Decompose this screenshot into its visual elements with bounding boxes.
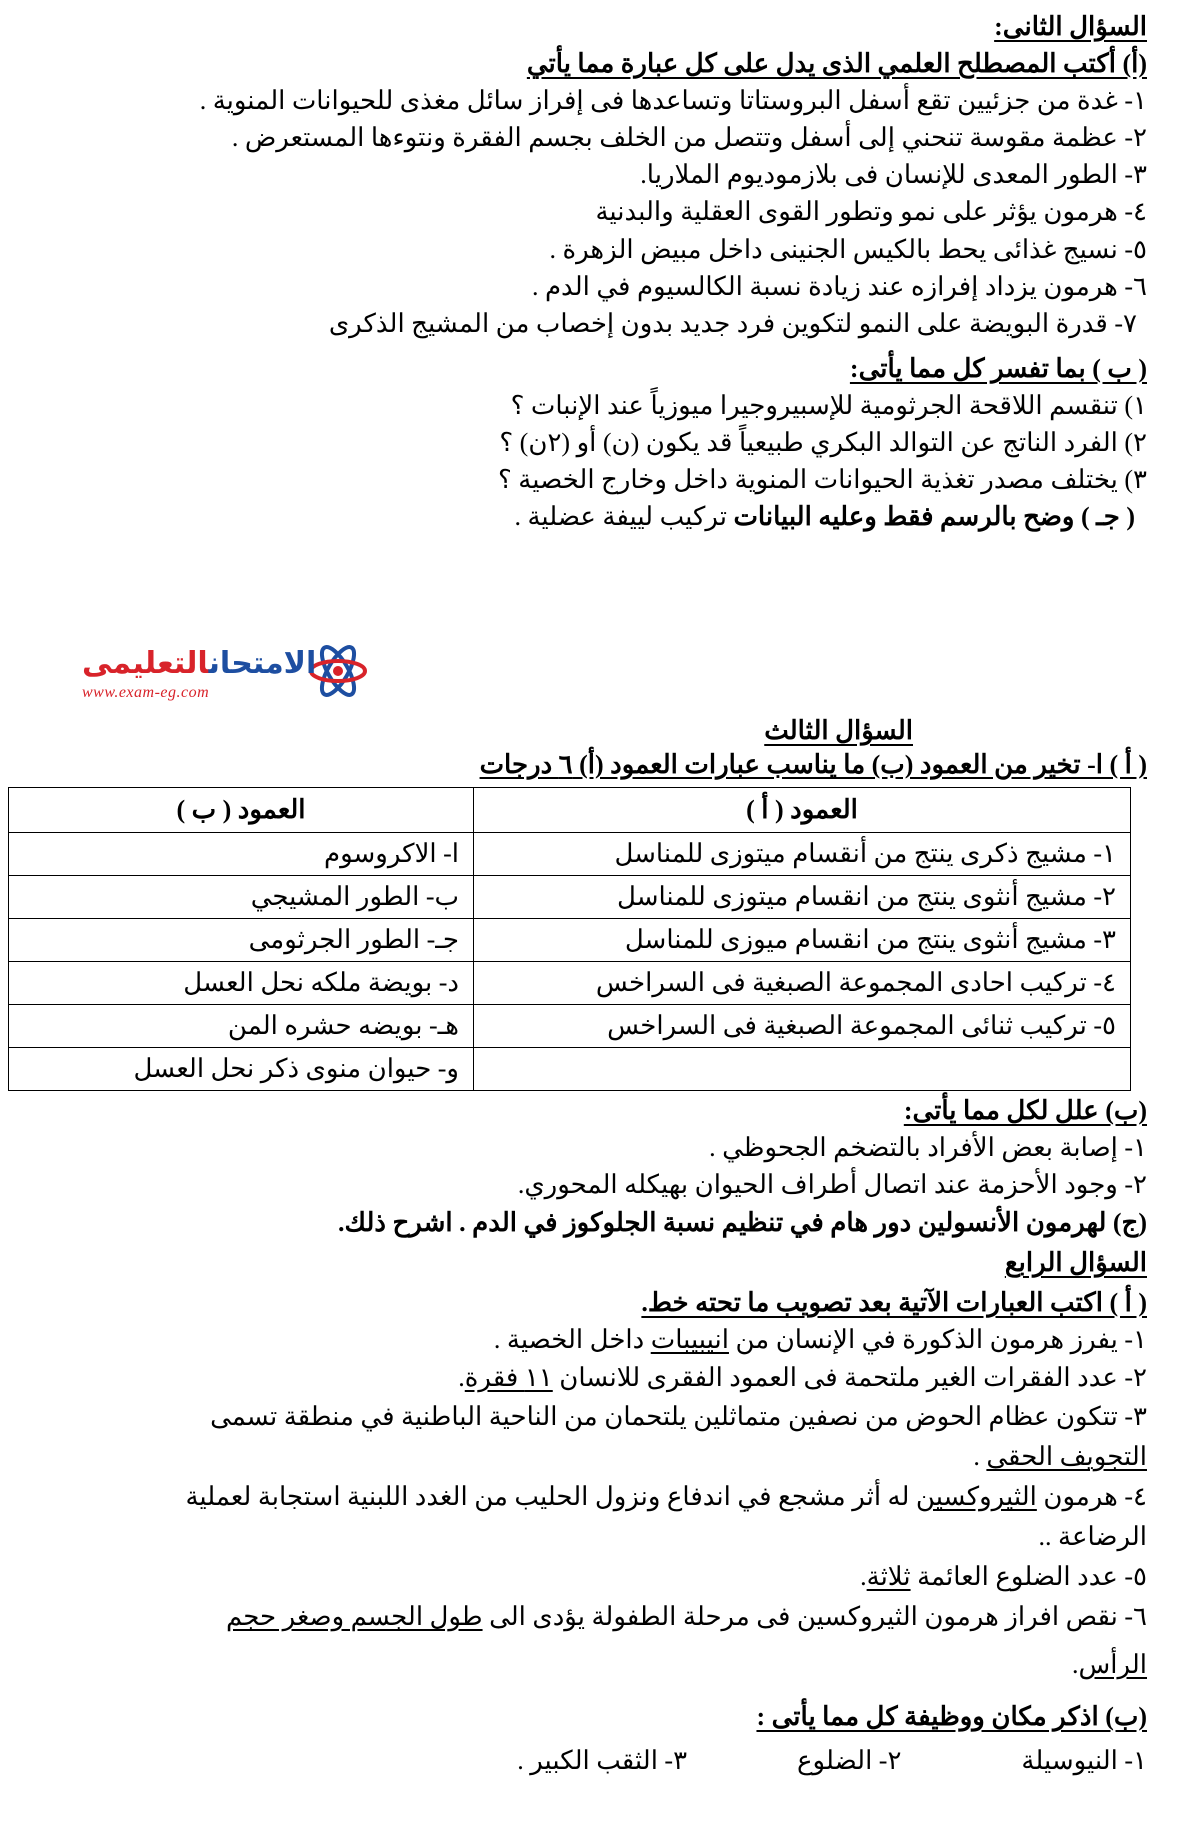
table-cell-b: ب- الطور المشيجي: [9, 876, 474, 919]
q4-item-3-line1: ٣- تتكون عظام الحوض من نصفين متماثلين يلتحمان من الناحية الباطنية في منطقة تسمى: [210, 1402, 1147, 1431]
table-cell-a: ١- مشيج ذكرى ينتج من أنقسام ميتوزى للمناسل: [474, 833, 1131, 876]
q2-a-item-2: ٢- عظمة مقوسة تنحني إلى أسفل وتتصل من الخلف بجسم الفقرة ونتوءها المستعرض .: [231, 123, 1147, 152]
q2-c-bold: ( جـ ) وضح بالرسم فقط وعليه البيانات: [733, 502, 1135, 531]
table-cell-a: ٢- مشيج أنثوى ينتج من انقسام ميتوزى للمناسل: [474, 876, 1131, 919]
q3-c-text: (ج) لهرمون الأنسولين دور هام في تنظيم نسبة الجلوكوز في الدم . اشرح ذلك.: [338, 1208, 1147, 1237]
underlined-term: طول الجسم وصغر حجم: [225, 1602, 483, 1631]
q2-title: السؤال الثانى:: [994, 12, 1147, 41]
table-header-a: العمود ( أ ): [474, 788, 1131, 833]
table-cell-b: ا- الاكروسوم: [9, 833, 474, 876]
table-cell-a: ٤- تركيب احادى المجموعة الصبغية فى السراخس: [474, 962, 1131, 1005]
q3-title: السؤال الثالث: [764, 716, 913, 745]
table-row: [9, 962, 1131, 1005]
q2-a-heading: (أ) أكتب المصطلح العلمي الذى يدل على كل عبارة مما يأتي: [526, 49, 1147, 78]
table-row: [9, 833, 1131, 876]
table-row: [9, 919, 1131, 962]
q2-a-item-6: ٦- هرمون يزداد إفرازه عند زيادة نسبة الكالسيوم في الدم .: [531, 272, 1147, 301]
underlined-term: انيبيبات: [650, 1325, 729, 1354]
q4-b-item-3: ٣- الثقب الكبير .: [517, 1746, 688, 1775]
q3-b-item-2: ٢- وجود الأحزمة عند اتصال أطراف الحيوان بهيكله المحوري.: [517, 1170, 1147, 1199]
table-cell-a: ٣- مشيج أنثوى ينتج من انقسام ميوزى للمناسل: [474, 919, 1131, 962]
site-logo: [82, 640, 382, 710]
table-row: [9, 876, 1131, 919]
q4-item-6-line1: ٦- نقص افراز هرمون الثيروكسين فى مرحلة الطفولة يؤدى الى طول الجسم وصغر حجم: [225, 1602, 1147, 1631]
underlined-term: ثلاثة: [866, 1562, 911, 1591]
q2-c-rest: تركيب لييفة عضلية .: [514, 502, 734, 531]
q4-item-6-line2: الرأس.: [1072, 1650, 1147, 1679]
q4-item-4-line1: ٤- هرمون الثيروكسين له أثر مشجع في اندفاع ونزول الحليب من الغدد اللبنية استجابة لعملية: [185, 1482, 1147, 1511]
table-header-b: العمود ( ب ): [9, 788, 474, 833]
q2-b-item-2: ٢) الفرد الناتج عن التوالد البكري طبيعياً قد يكون (ن) أو (٢ن) ؟: [499, 428, 1147, 457]
q3-b-item-1: ١- إصابة بعض الأفراد بالتضخم الجحوظي .: [709, 1133, 1147, 1162]
q4-item-3-line2: التجويف الحقى .: [973, 1442, 1147, 1471]
q2-b-item-1: ١) تنقسم اللاقحة الجرثومية للإسبيروجيرا ميوزياً عند الإنبات ؟: [510, 391, 1147, 420]
q4-a-heading: ( أ ) اكتب العبارات الآتية بعد تصويب ما تحته خط.: [641, 1288, 1147, 1317]
q2-a-item-1: ١- غدة من جزئيين تقع أسفل البروستاتا وتساعدها فى إفراز سائل مغذى للحيوانات المنوية .: [199, 86, 1147, 115]
q4-b-heading: (ب) اذكر مكان ووظيفة كل مما يأتى :: [756, 1702, 1147, 1731]
table-cell-b: و- حيوان منوى ذكر نحل العسل: [9, 1048, 474, 1091]
underlined-term: الثيروكسين: [915, 1482, 1037, 1511]
logo-text: الامتحانالتعليمى: [82, 646, 317, 681]
q4-b-items: [36, 1744, 1147, 1778]
table-row: [9, 1048, 1131, 1091]
q2-b-item-3: ٣) يختلف مصدر تغذية الحيوانات المنوية داخل وخارج الخصية ؟: [497, 465, 1147, 494]
q2-a-item-7: ٧- قدرة البويضة على النمو لتكوين فرد جديد بدون إخصاب من المشيج الذكرى: [328, 309, 1137, 338]
q4-b-item-2: ٢- الضلوع: [797, 1746, 902, 1775]
table-cell-b: جـ- الطور الجرثومى: [9, 919, 474, 962]
q4-item-5: ٥- عدد الضلوع العائمة ثلاثة.: [860, 1562, 1147, 1591]
q2-a-item-5: ٥- نسيج غذائى يحط بالكيس الجنينى داخل مبيض الزهرة .: [549, 235, 1147, 264]
q4-item-2: ٢- عدد الفقرات الغير ملتحمة فى العمود الفقرى للانسان ١١ فقرة.: [458, 1363, 1147, 1392]
table-cell-a: [474, 1048, 1131, 1091]
underlined-term: ١١ فقرة: [464, 1363, 553, 1392]
q2-a-item-4: ٤- هرمون يؤثر على نمو وتطور القوى العقلية والبدنية: [595, 197, 1147, 226]
q3-b-heading: (ب) علل لكل مما يأتى:: [903, 1096, 1147, 1125]
table-cell-b: هـ- بويضه حشره المن: [9, 1005, 474, 1048]
q2-a-item-3: ٣- الطور المعدى للإنسان فى بلازموديوم الملاريا.: [640, 160, 1147, 189]
table-cell-b: د- بويضة ملكه نحل العسل: [9, 962, 474, 1005]
q4-title: السؤال الرابع: [1004, 1248, 1147, 1277]
q2-c-line: [36, 500, 1135, 534]
atom-logo-icon: [307, 640, 369, 702]
table-row: [9, 1005, 1131, 1048]
logo-url: www.exam-eg.com: [82, 684, 210, 701]
q2-b-heading: ( ب ) بما تفسر كل مما يأتى:: [849, 354, 1147, 383]
matching-table: [8, 787, 1131, 1091]
q4-item-1: ١- يفرز هرمون الذكورة في الإنسان من انيبيبات داخل الخصية .: [493, 1325, 1147, 1354]
underlined-term: الرأس: [1078, 1650, 1147, 1679]
underlined-term: التجويف الحقى: [986, 1442, 1147, 1471]
q4-item-4-line2: الرضاعة ..: [1038, 1522, 1147, 1551]
q3-a-heading: ( أ ) ا- تخير من العمود (ب) ما يناسب عبارات العمود (أ) ٦ درجات: [479, 750, 1147, 779]
q4-b-item-1: ١- النيوسيلة: [1021, 1746, 1147, 1775]
table-cell-a: ٥- تركيب ثنائى المجموعة الصبغية فى السراخس: [474, 1005, 1131, 1048]
